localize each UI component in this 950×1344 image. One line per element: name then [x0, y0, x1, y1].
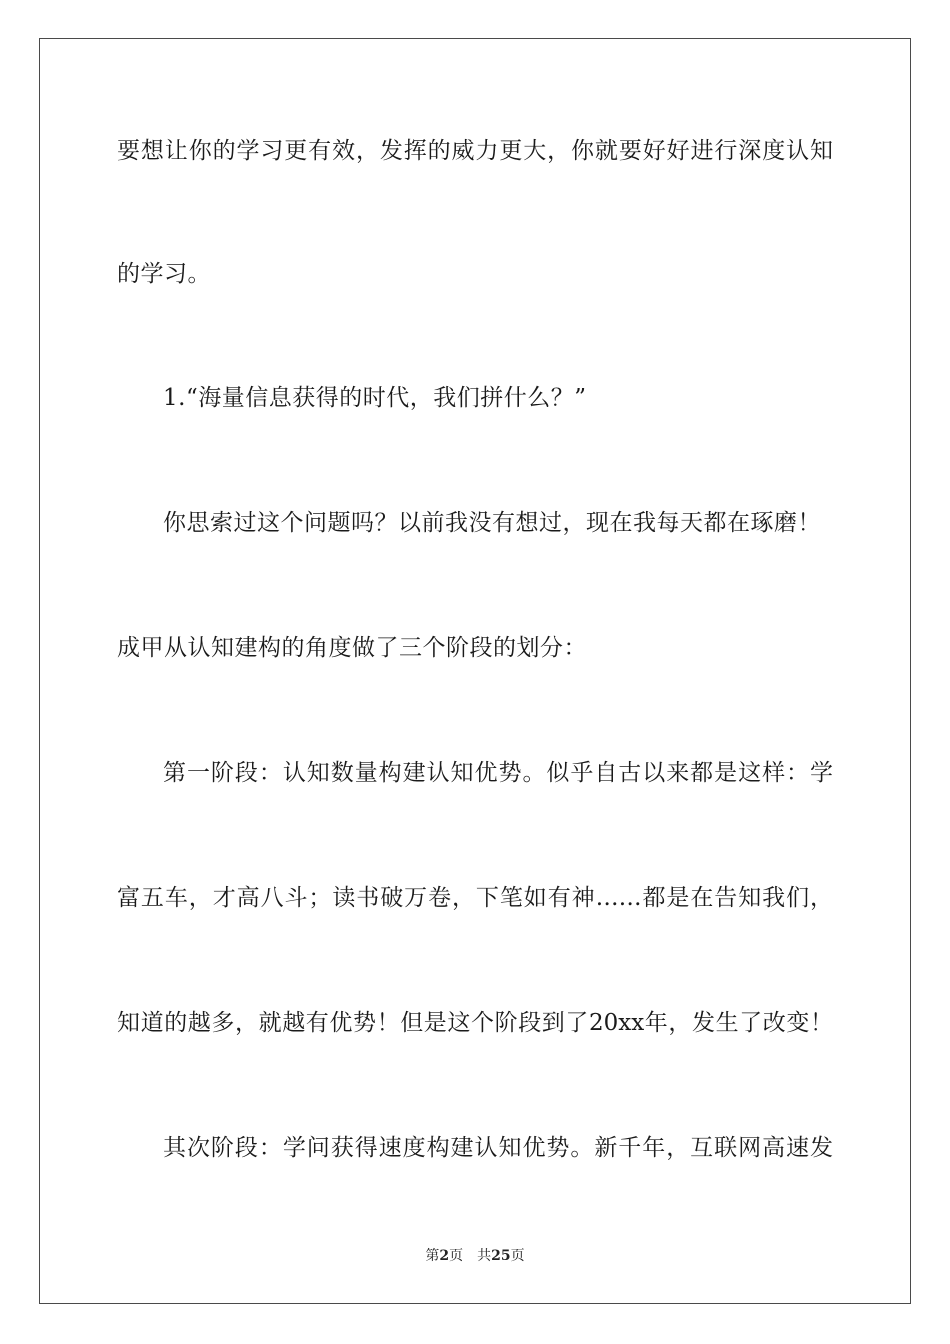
page-footer: [0, 1247, 950, 1265]
page-number: 2: [439, 1248, 450, 1264]
body-text-line-2: 的学习。: [117, 261, 211, 287]
section-heading: 1.“海量信息获得的时代，我们拼什么？”: [163, 385, 587, 411]
total-suffix: 页: [510, 1248, 525, 1264]
body-text-line-4: 成甲从认知建构的角度做了三个阶段的划分：: [117, 635, 587, 661]
body-text-line-1: 要想让你的学习更有效，发挥的威力更大，你就要好好进行深度认知: [117, 138, 833, 164]
body-text-line-8: 其次阶段：学问获得速度构建认知优势。新千年，互联网高速发: [163, 1135, 833, 1161]
body-text-line-3: 你思索过这个问题吗？以前我没有想过，现在我每天都在琢磨！: [163, 510, 821, 536]
page-total: 25: [491, 1248, 511, 1264]
body-text-line-6: 富五车，才高八斗；读书破万卷，下笔如有神……都是在告知我们，: [117, 885, 833, 911]
page-border: [39, 38, 911, 1304]
body-text-line-5: 第一阶段：认知数量构建认知优势。似乎自古以来都是这样：学: [163, 760, 833, 786]
body-text-line-7: 知道的越多，就越有优势！但是这个阶段到了20xx年，发生了改变！: [117, 1010, 833, 1036]
total-prefix: 共: [477, 1248, 492, 1264]
page-suffix: 页: [449, 1248, 464, 1264]
page-prefix: 第: [425, 1248, 440, 1264]
